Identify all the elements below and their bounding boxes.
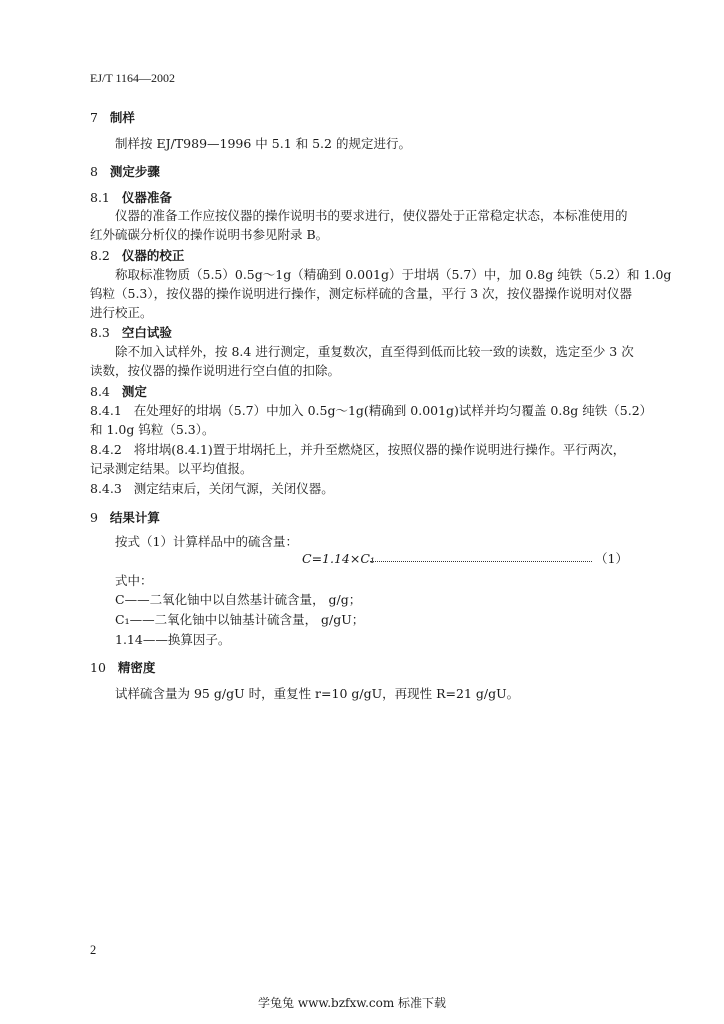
section-number: 9 [90, 510, 98, 525]
section-number: 8 [90, 164, 98, 179]
standard-number: EJ/T 1164—2002 [90, 71, 176, 85]
section-8-1-heading [90, 190, 172, 206]
section-number: 8.4 [90, 384, 110, 399]
section-title: 测定步骤 [109, 164, 160, 179]
paragraph-line: 钨粒（5.3），按仪器的操作说明进行操作，测定标样硫的含量，平行 3 次，按仪器操作说明对仪器 [90, 286, 633, 301]
equation-leader-dots [370, 553, 592, 562]
paragraph-line: 测定结束后，关闭气源，关闭仪器。 [133, 481, 334, 496]
paragraph-line: 称取标准物质（5.5）0.5g～1g（精确到 0.001g）于坩埚（5.7）中，加 0.8g 纯铁（5.2）和 1.0g [115, 267, 672, 282]
section-number: 8.3 [90, 325, 110, 340]
paragraph-line: 除不加入试样外，按 8.4 进行测定，重复数次，直至得到低而比较一致的读数，选定至少 3 次 [115, 344, 634, 359]
section-number: 8.1 [90, 190, 110, 205]
paragraph-line: 仪器的准备工作应按仪器的操作说明书的要求进行，使仪器处于正常稳定状态，本标准使用的 [115, 208, 628, 223]
section-7-heading [90, 110, 135, 126]
paragraph-line: 进行校正。 [90, 305, 153, 320]
section-8-4-heading [90, 384, 147, 400]
section-number: 10 [90, 660, 106, 675]
section-8-heading [90, 164, 160, 180]
footer-site-text: 学兔兔 www.bzfxw.com 标准下载 [258, 996, 447, 1010]
paragraph-line: 和 1.0g 钨粒（5.3）。 [90, 422, 215, 437]
section-title: 空白试验 [121, 325, 172, 340]
section-number: 8.2 [90, 248, 110, 263]
paragraph-line: 读数，按仪器的操作说明进行空白值的扣除。 [90, 363, 341, 378]
section-title: 仪器的校正 [121, 248, 185, 263]
section-title: 制样 [109, 110, 135, 125]
subsection-number: 8.4.3 [90, 481, 122, 496]
section-title: 精密度 [117, 660, 156, 675]
section-9-heading [90, 510, 160, 526]
paragraph-line: 将坩埚(8.4.1)置于坩埚托上，并升至燃烧区，按照仪器的操作说明进行操作。平行两次， [133, 442, 626, 457]
subsection-number: 8.4.1 [90, 403, 122, 418]
section-8-2-heading [90, 248, 184, 264]
variable-definition: 1.14——换算因子。 [115, 632, 231, 647]
subsection-8-4-3 [90, 481, 334, 497]
subsection-8-4-2 [90, 442, 625, 458]
variable-definition: C₁——二氧化铀中以铀基计硫含量， g/gU； [115, 612, 365, 627]
page-number: 2 [90, 943, 97, 957]
section-7-body: 制样按 EJ/T989—1996 中 5.1 和 5.2 的规定进行。 [115, 136, 411, 151]
subsection-number: 8.4.2 [90, 442, 122, 457]
section-title: 测定 [121, 384, 147, 399]
variable-definition: C——二氧化铀中以自然基计硫含量， g/g； [115, 592, 362, 607]
paragraph-line: 在处理好的坩埚（5.7）中加入 0.5g～1g(精确到 0.001g)试样并均匀覆盖 0.8g 纯铁（5.2） [133, 403, 653, 418]
section-number: 7 [90, 110, 98, 125]
equation-number: （1） [595, 551, 628, 566]
subsection-8-4-1 [90, 403, 652, 419]
paragraph-line: 记录测定结果。以平均值报。 [90, 461, 253, 476]
section-8-3-heading [90, 325, 172, 341]
formula: C=1.14×C₁ [302, 551, 375, 566]
precision-statement: 试样硫含量为 95 g/gU 时，重复性 r=10 g/gU，再现性 R=21 g/gU。 [115, 686, 520, 701]
formula-intro: 按式（1）计算样品中的硫含量： [115, 534, 298, 549]
section-title: 结果计算 [109, 510, 160, 525]
section-10-heading [90, 660, 155, 676]
section-title: 仪器准备 [121, 190, 172, 205]
paragraph-line: 红外硫碳分析仪的操作说明书参见附录 B。 [90, 227, 329, 242]
where-label: 式中： [115, 573, 153, 588]
